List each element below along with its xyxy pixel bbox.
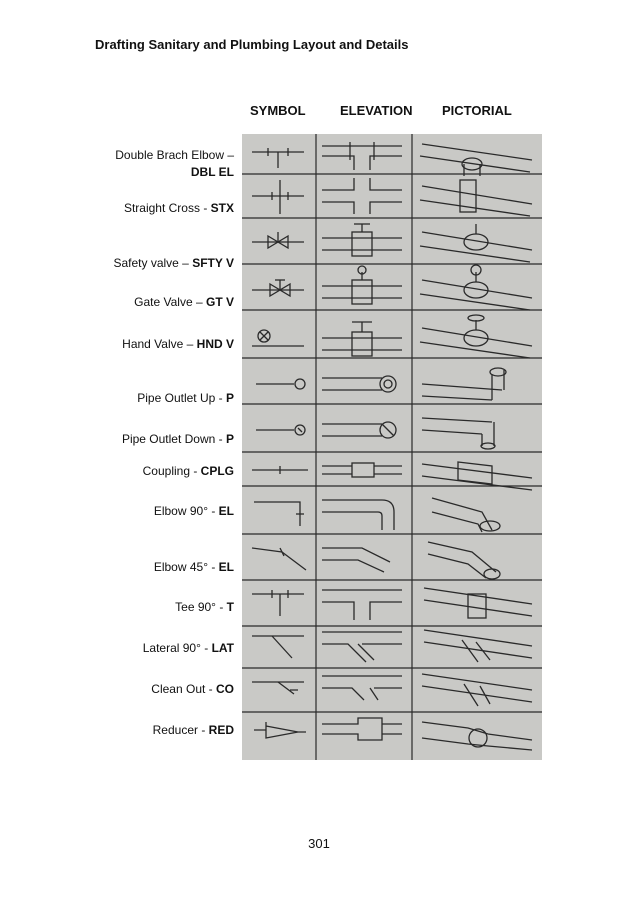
row-label-reducer: Reducer - RED bbox=[152, 723, 234, 737]
column-header-symbol: SYMBOL bbox=[250, 103, 306, 118]
row-label-clean-out: Clean Out - CO bbox=[151, 682, 234, 696]
row-label-lateral: Lateral 90° - LAT bbox=[142, 641, 234, 655]
row-label-pipe-outlet-down: Pipe Outlet Down - P bbox=[121, 432, 234, 446]
row-label-coupling: Coupling - CPLG bbox=[142, 464, 234, 478]
column-header-elevation: ELEVATION bbox=[340, 103, 413, 118]
row-label-double-branch-elbow: Double Brach Elbow – DBL EL bbox=[115, 148, 234, 179]
page-number: 301 bbox=[308, 836, 330, 851]
row-label-safety-valve: Safety valve – SFTY V bbox=[113, 256, 234, 270]
row-label-gate-valve: Gate Valve – GT V bbox=[134, 295, 234, 309]
row-label-elbow-45: Elbow 45° - EL bbox=[153, 560, 234, 574]
row-label-straight-cross: Straight Cross - STX bbox=[123, 201, 234, 215]
column-header-pictorial: PICTORIAL bbox=[442, 103, 512, 118]
scan-background bbox=[242, 134, 542, 760]
row-label-hand-valve: Hand Valve – HND V bbox=[122, 337, 234, 351]
row-label-elbow-90: Elbow 90° - EL bbox=[153, 504, 234, 518]
symbol-table-figure bbox=[242, 134, 542, 760]
row-label-pipe-outlet-up: Pipe Outlet Up - P bbox=[137, 391, 234, 405]
page-title: Drafting Sanitary and Plumbing Layout and Details bbox=[95, 37, 409, 52]
row-label-tee-90: Tee 90° - T bbox=[175, 600, 234, 614]
